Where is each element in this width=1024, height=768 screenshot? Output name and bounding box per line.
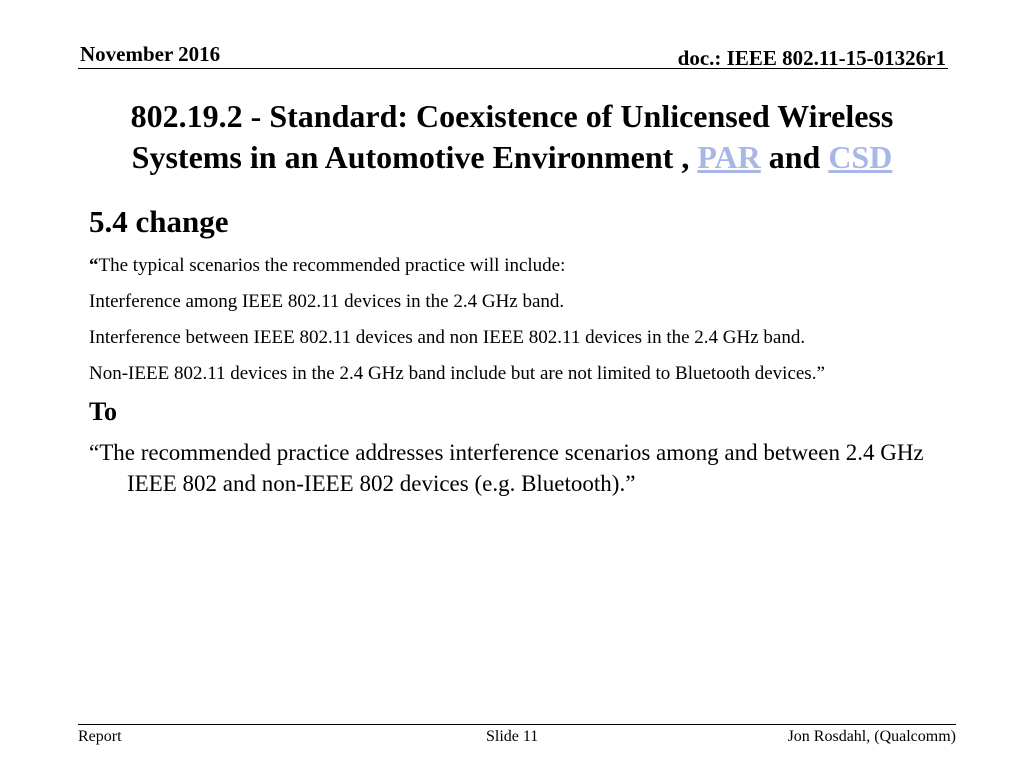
header-date: November 2016 xyxy=(80,42,221,66)
header-divider xyxy=(78,68,948,69)
footer-divider xyxy=(78,724,956,725)
paragraph-scenarios-text: The typical scenarios the recommended practice will include: xyxy=(98,255,566,276)
csd-link[interactable]: CSD xyxy=(828,139,893,175)
header-doc-id: doc.: IEEE 802.11-15-01326r1 xyxy=(677,46,946,70)
to-heading: To xyxy=(89,397,117,426)
paragraph-interference-among: Interference among IEEE 802.11 devices in the 2.4 GHz band. xyxy=(89,291,565,312)
section-heading: 5.4 change xyxy=(89,204,229,239)
open-quote: “ xyxy=(89,255,99,276)
paragraph-recommended-practice: “The recommended practice addresses interference scenarios among and between 2.4 GHz IEEE 802 and non-IEEE 802 devices (e.g. Bluetooth).” xyxy=(89,440,924,496)
paragraph-interference-between: Interference between IEEE 802.11 devices and non IEEE 802.11 devices in the 2.4 GHz band. xyxy=(89,327,806,348)
paragraph-non-ieee-devices: Non-IEEE 802.11 devices in the 2.4 GHz band include but are not limited to Bluetooth devices.” xyxy=(89,363,825,384)
title-conjunction: and xyxy=(760,139,829,175)
footer-author: Jon Rosdahl, (Qualcomm) xyxy=(787,728,956,745)
footer-report: Report xyxy=(78,728,122,745)
par-link[interactable]: PAR xyxy=(697,139,761,175)
slide-body xyxy=(89,203,939,509)
footer-slide-number: Slide 11 xyxy=(486,728,539,745)
paragraph-scenarios xyxy=(89,253,939,279)
title-text: 802.19.2 - Standard: Coexistence of Unlicensed Wireless Systems in an Automotive Environment , xyxy=(130,98,894,175)
slide-title xyxy=(80,96,944,178)
